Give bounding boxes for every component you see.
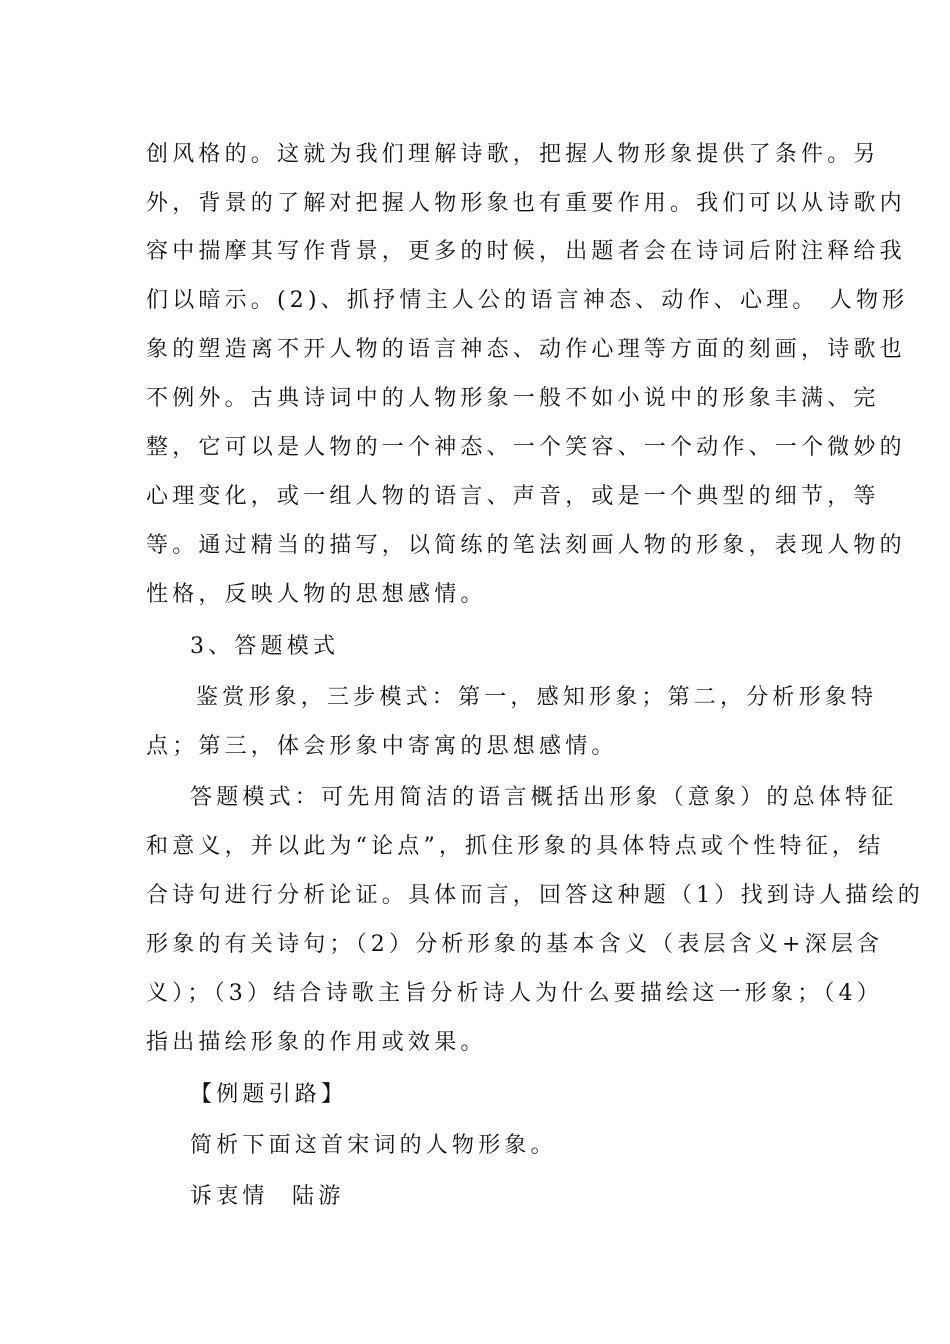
paragraph-1-line-10: 性格，反映人物的思想感情。 bbox=[146, 582, 487, 607]
paragraph-3-line-2: 和意义，并以此为“论点”，抓住形象的具体特点或个性特征，结 bbox=[146, 834, 885, 859]
paragraph-3-line-5: 义）；（3）结合诗歌主旨分析诗人为什么要描绘这一形象；（4） bbox=[146, 981, 883, 1006]
paragraph-1-line-4: 们以暗示。(2)、抓抒情主人公的语言神态、动作、心理。 人物形 bbox=[146, 288, 909, 313]
poem-author: 陆游 bbox=[292, 1184, 345, 1209]
paragraph-1-line-2: 外，背景的了解对把握人物形象也有重要作用。我们可以从诗歌内 bbox=[146, 191, 906, 216]
paragraph-2-line-1: 鉴赏形象，三步模式：第一，感知形象；第二，分析形象特 bbox=[196, 685, 878, 710]
paragraph-3-line-6: 指出描绘形象的作用或效果。 bbox=[146, 1030, 487, 1055]
paragraph-3-line-1: 答题模式：可先用简洁的语言概括出形象（意象）的总体特征 bbox=[190, 785, 898, 810]
paragraph-1-line-9: 等。通过精当的描写，以简练的笔法刻画人物的形象，表现人物的 bbox=[146, 533, 906, 558]
example-heading: 【例题引路】 bbox=[190, 1082, 348, 1107]
poem-title: 诉衷情 bbox=[190, 1184, 269, 1209]
paragraph-3-line-4: 形象的有关诗句；（2）分析形象的基本含义（表层含义+深层含 bbox=[146, 932, 884, 957]
paragraph-1-line-7: 整，它可以是人物的一个神态、一个笑容、一个动作、一个微妙的 bbox=[146, 435, 906, 460]
paragraph-1-line-6: 不例外。古典诗词中的人物形象一般不如小说中的形象丰满、完 bbox=[146, 386, 880, 411]
paragraph-2-line-2: 点；第三，体会形象中寄寓的思想感情。 bbox=[146, 734, 618, 759]
paragraph-1-line-5: 象的塑造离不开人物的语言神态、动作心理等方面的刻画，诗歌也 bbox=[146, 337, 906, 362]
paragraph-1-line-1: 创风格的。这就为我们理解诗歌，把握人物形象提供了条件。另 bbox=[146, 142, 880, 167]
section-heading: 3、答题模式 bbox=[190, 634, 340, 659]
paragraph-3-line-3: 合诗句进行分析论证。具体而言，回答这种题（1）找到诗人描绘的 bbox=[146, 883, 924, 908]
paragraph-1-line-8: 心理变化，或一组人物的语言、声音，或是一个典型的细节，等 bbox=[146, 484, 880, 509]
example-prompt: 简析下面这首宋词的人物形象。 bbox=[190, 1133, 557, 1158]
paragraph-1-line-3: 容中揣摩其写作背景，更多的时候，出题者会在诗词后附注释给我 bbox=[146, 239, 906, 264]
